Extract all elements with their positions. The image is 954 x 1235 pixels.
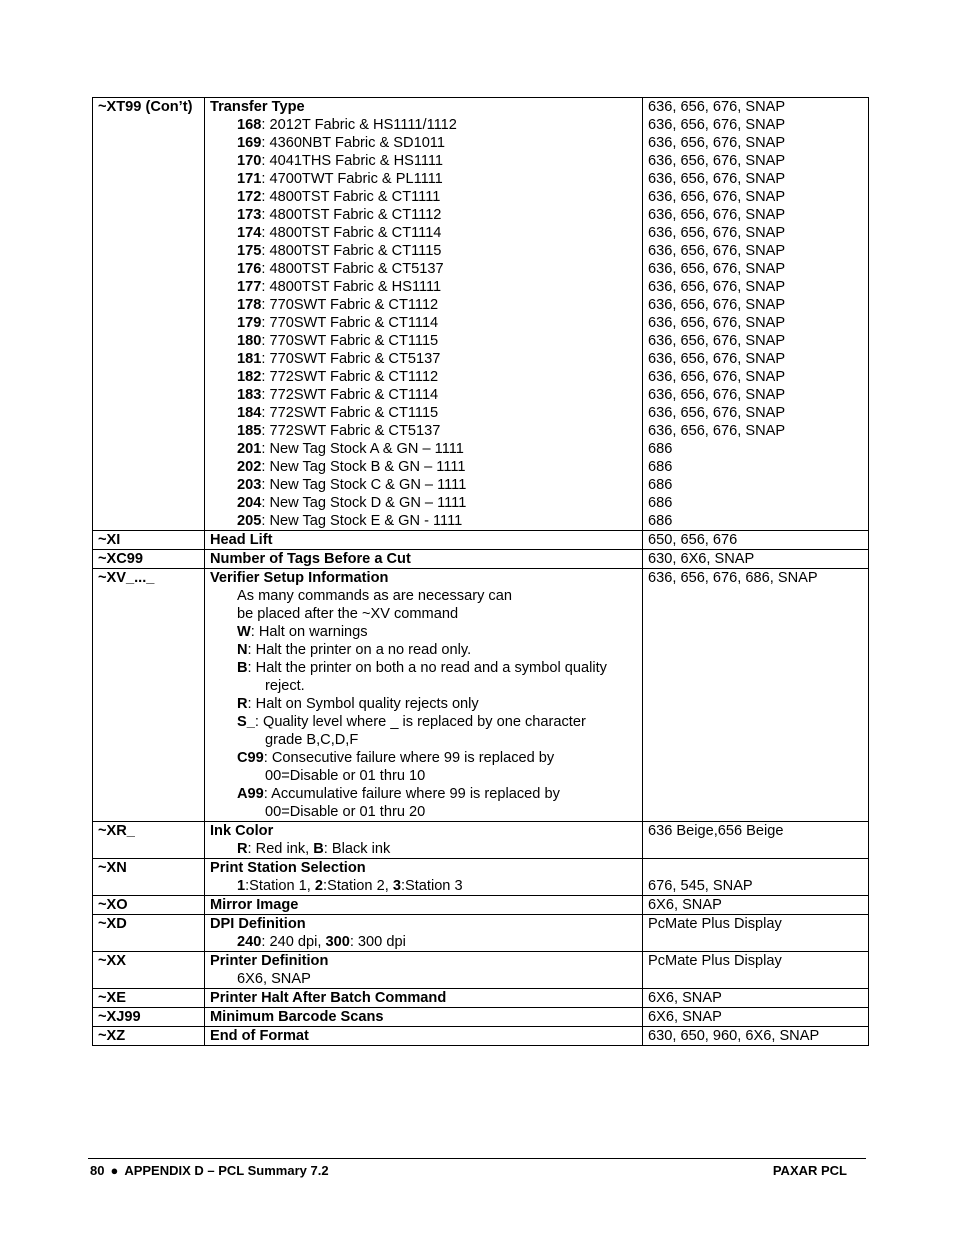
table-row-xe <box>93 989 869 1008</box>
option-b-continued: reject. <box>265 678 305 694</box>
printers-value: 636, 656, 676, SNAP <box>648 225 786 241</box>
command-cell: ~XC99 <box>93 550 205 569</box>
transfer-type-item <box>210 188 637 206</box>
command-cell: ~XT99 (Con’t) <box>93 98 205 531</box>
command-cell: ~XE <box>93 989 205 1008</box>
transfer-type-text: : 4800TST Fabric & CT1115 <box>261 243 442 259</box>
command-cell: ~XX <box>93 952 205 989</box>
printers-value: 636, 656, 676, SNAP <box>648 369 786 385</box>
transfer-type-item <box>210 440 637 458</box>
printers-value: 636, 656, 676, SNAP <box>648 99 786 115</box>
command-title: Print Station Selection <box>210 860 366 876</box>
footer-divider <box>88 1158 866 1159</box>
command-title: End of Format <box>205 1027 643 1046</box>
transfer-type-text: : New Tag Stock E & GN - 1111 <box>261 513 463 529</box>
printers-value: 636, 656, 676, SNAP <box>648 405 786 421</box>
transfer-type-code: 204 <box>237 495 262 511</box>
transfer-type-code: 168 <box>237 117 262 133</box>
transfer-type-list <box>210 116 637 530</box>
transfer-type-text: : 4800TST Fabric & CT1114 <box>261 225 442 241</box>
table-row-xt99 <box>93 98 869 531</box>
station-options: 1:Station 1, 2:Station 2, 3:Station 3 <box>237 878 463 894</box>
command-title: Minimum Barcode Scans <box>205 1008 643 1027</box>
transfer-type-text: : 4800TST Fabric & CT1111 <box>261 189 441 205</box>
transfer-type-text: : New Tag Stock B & GN – 1111 <box>261 459 466 475</box>
transfer-type-item <box>210 368 637 386</box>
printers-value: 636, 656, 676, SNAP <box>648 279 786 295</box>
description-cell <box>205 822 643 859</box>
table-row-xr <box>93 822 869 859</box>
command-title: Transfer Type <box>210 99 305 115</box>
footer-left <box>90 1162 329 1180</box>
description-line: As many commands as are necessary can <box>237 588 512 604</box>
transfer-type-item <box>210 170 637 188</box>
transfer-type-code: 181 <box>237 351 262 367</box>
table-row-xv <box>93 569 869 822</box>
transfer-type-item <box>210 350 637 368</box>
printers-value: 686 <box>648 459 673 475</box>
command-title: Head Lift <box>205 531 643 550</box>
printers-value: 636, 656, 676, SNAP <box>648 207 786 223</box>
printers-value: 636, 656, 676, SNAP <box>648 423 786 439</box>
table-row-xd <box>93 915 869 952</box>
transfer-type-item <box>210 332 637 350</box>
transfer-type-item <box>210 134 637 152</box>
transfer-type-text: : 772SWT Fabric & CT1114 <box>261 387 439 403</box>
command-title: Printer Halt After Batch Command <box>205 989 643 1008</box>
option-s-continued: grade B,C,D,F <box>265 732 359 748</box>
transfer-type-item <box>210 242 637 260</box>
transfer-type-code: 178 <box>237 297 262 313</box>
command-title: DPI Definition <box>210 916 306 932</box>
transfer-printers-list <box>648 116 863 530</box>
command-cell: ~XD <box>93 915 205 952</box>
command-title: Verifier Setup Information <box>210 570 389 586</box>
transfer-type-item <box>210 260 637 278</box>
option-r: R: Halt on Symbol quality rejects only <box>237 696 479 712</box>
printers-value: 650, 656, 676 <box>643 531 869 550</box>
transfer-type-code: 182 <box>237 369 262 385</box>
transfer-type-item <box>210 314 637 332</box>
transfer-type-item <box>210 152 637 170</box>
command-cell: ~XZ <box>93 1027 205 1046</box>
transfer-type-text: : 772SWT Fabric & CT1112 <box>261 369 439 385</box>
table-row-xj99 <box>93 1008 869 1027</box>
printers-value: 6X6, SNAP <box>643 1008 869 1027</box>
option-a99-continued: 00=Disable or 01 thru 20 <box>265 804 426 820</box>
printers-value: 636, 656, 676, SNAP <box>648 243 786 259</box>
transfer-type-code: 203 <box>237 477 262 493</box>
printers-value: PcMate Plus Display <box>643 952 869 989</box>
transfer-type-code: 179 <box>237 315 262 331</box>
description-cell <box>205 915 643 952</box>
transfer-type-code: 174 <box>237 225 262 241</box>
printers-value: 636, 656, 676, SNAP <box>648 153 786 169</box>
transfer-type-item <box>210 386 637 404</box>
dpi-options: 240: 240 dpi, 300: 300 dpi <box>237 934 406 950</box>
printers-value: 636, 656, 676, SNAP <box>648 387 786 403</box>
transfer-type-code: 201 <box>237 441 262 457</box>
command-title: Printer Definition <box>210 953 329 969</box>
transfer-type-code: 172 <box>237 189 262 205</box>
transfer-type-code: 170 <box>237 153 262 169</box>
description-line: be placed after the ~XV command <box>237 606 459 622</box>
printers-value: 686 <box>648 441 673 457</box>
transfer-type-text: : New Tag Stock D & GN – 1111 <box>261 495 467 511</box>
option-c99: C99: Consecutive failure where 99 is replaced by <box>237 750 555 766</box>
description-cell <box>205 98 643 531</box>
transfer-type-text: : 770SWT Fabric & CT1114 <box>261 315 439 331</box>
printers-value: 676, 545, SNAP <box>648 878 753 894</box>
section-title: APPENDIX D – PCL Summary 7.2 <box>124 1163 329 1178</box>
transfer-type-item <box>210 296 637 314</box>
printers-value: 630, 6X6, SNAP <box>643 550 869 569</box>
transfer-type-code: 171 <box>237 171 262 187</box>
transfer-type-code: 177 <box>237 279 262 295</box>
transfer-type-text: : 772SWT Fabric & CT5137 <box>261 423 441 439</box>
transfer-type-item <box>210 422 637 440</box>
description-cell <box>205 952 643 989</box>
table-row-xn <box>93 859 869 896</box>
transfer-type-text: : New Tag Stock A & GN – 1111 <box>261 441 464 457</box>
command-title: Ink Color <box>210 823 274 839</box>
printers-value: 686 <box>648 477 673 493</box>
transfer-type-text: : 770SWT Fabric & CT1112 <box>261 297 439 313</box>
transfer-type-item <box>210 494 637 512</box>
transfer-type-code: 173 <box>237 207 262 223</box>
printers-value: 636, 656, 676, SNAP <box>648 333 786 349</box>
option-b: B: Halt the printer on both a no read and a symbol quality <box>237 660 607 676</box>
bullet-icon: ● <box>110 1163 119 1178</box>
transfer-type-item <box>210 458 637 476</box>
transfer-type-item <box>210 512 637 530</box>
table-row-xi <box>93 531 869 550</box>
transfer-type-text: : 4800TST Fabric & CT1112 <box>261 207 442 223</box>
transfer-type-item <box>210 206 637 224</box>
printers-value: 636, 656, 676, SNAP <box>648 351 786 367</box>
transfer-type-code: 169 <box>237 135 262 151</box>
printers-value: 636, 656, 676, SNAP <box>648 171 786 187</box>
description-line: 6X6, SNAP <box>237 971 311 987</box>
printers-value: 636, 656, 676, SNAP <box>648 297 786 313</box>
transfer-type-code: 180 <box>237 333 262 349</box>
printers-value: 636, 656, 676, SNAP <box>648 189 786 205</box>
ink-options: R: Red ink, B: Black ink <box>237 841 391 857</box>
command-title: Number of Tags Before a Cut <box>205 550 643 569</box>
transfer-type-code: 205 <box>237 513 262 529</box>
command-cell: ~XI <box>93 531 205 550</box>
transfer-type-text: : 770SWT Fabric & CT1115 <box>261 333 439 349</box>
table-row-xx <box>93 952 869 989</box>
transfer-type-text: : 4700TWT Fabric & PL1111 <box>261 171 443 187</box>
transfer-type-code: 184 <box>237 405 262 421</box>
transfer-type-text: : 4360NBT Fabric & SD1011 <box>261 135 445 151</box>
printers-value: 636 Beige,656 Beige <box>643 822 869 859</box>
printers-value: 636, 656, 676, SNAP <box>648 315 786 331</box>
command-cell: ~XV_..._ <box>93 569 205 822</box>
description-cell <box>205 569 643 822</box>
option-s: S_: Quality level where _ is replaced by one character <box>237 714 586 730</box>
transfer-type-item <box>210 224 637 242</box>
transfer-type-item <box>210 278 637 296</box>
printers-cell <box>643 859 869 896</box>
transfer-type-code: 183 <box>237 387 262 403</box>
option-n: N: Halt the printer on a no read only. <box>237 642 472 658</box>
transfer-type-text: : 4041THS Fabric & HS1111 <box>261 153 444 169</box>
command-cell: ~XR_ <box>93 822 205 859</box>
command-cell: ~XJ99 <box>93 1008 205 1027</box>
option-a99: A99: Accumulative failure where 99 is replaced by <box>237 786 560 802</box>
transfer-type-text: : New Tag Stock C & GN – 1111 <box>261 477 467 493</box>
printers-value: 6X6, SNAP <box>643 896 869 915</box>
transfer-type-text: : 772SWT Fabric & CT1115 <box>261 405 439 421</box>
footer-brand: PAXAR PCL <box>772 1163 847 1178</box>
printers-value: 6X6, SNAP <box>643 989 869 1008</box>
transfer-type-text: : 4800TST Fabric & CT5137 <box>261 261 444 277</box>
description-cell <box>205 859 643 896</box>
pcl-command-table <box>92 97 869 1046</box>
command-cell: ~XO <box>93 896 205 915</box>
printers-value: 636, 656, 676, SNAP <box>648 261 786 277</box>
printers-value: 636, 656, 676, SNAP <box>648 135 786 151</box>
command-cell: ~XN <box>93 859 205 896</box>
printers-value: 630, 650, 960, 6X6, SNAP <box>643 1027 869 1046</box>
option-c99-continued: 00=Disable or 01 thru 10 <box>265 768 426 784</box>
printers-value: 636, 656, 676, 686, SNAP <box>643 569 869 822</box>
printers-value: 636, 656, 676, SNAP <box>648 117 786 133</box>
printers-cell <box>643 98 869 531</box>
printers-value: PcMate Plus Display <box>643 915 869 952</box>
transfer-type-code: 176 <box>237 261 262 277</box>
transfer-type-item <box>210 404 637 422</box>
table-row-xo <box>93 896 869 915</box>
transfer-type-text: : 4800TST Fabric & HS1111 <box>261 279 442 295</box>
transfer-type-text: : 770SWT Fabric & CT5137 <box>261 351 441 367</box>
printers-value: 686 <box>648 513 673 529</box>
printers-value: 686 <box>648 495 673 511</box>
transfer-type-code: 202 <box>237 459 262 475</box>
transfer-type-item <box>210 476 637 494</box>
option-w: W: Halt on warnings <box>237 624 368 640</box>
table-row-xz <box>93 1027 869 1046</box>
transfer-type-item <box>210 116 637 134</box>
transfer-type-code: 185 <box>237 423 262 439</box>
transfer-type-text: : 2012T Fabric & HS1111/1112 <box>261 117 457 133</box>
page-number: 80 <box>90 1163 105 1178</box>
command-title: Mirror Image <box>205 896 643 915</box>
transfer-type-code: 175 <box>237 243 262 259</box>
table-row-xc99 <box>93 550 869 569</box>
